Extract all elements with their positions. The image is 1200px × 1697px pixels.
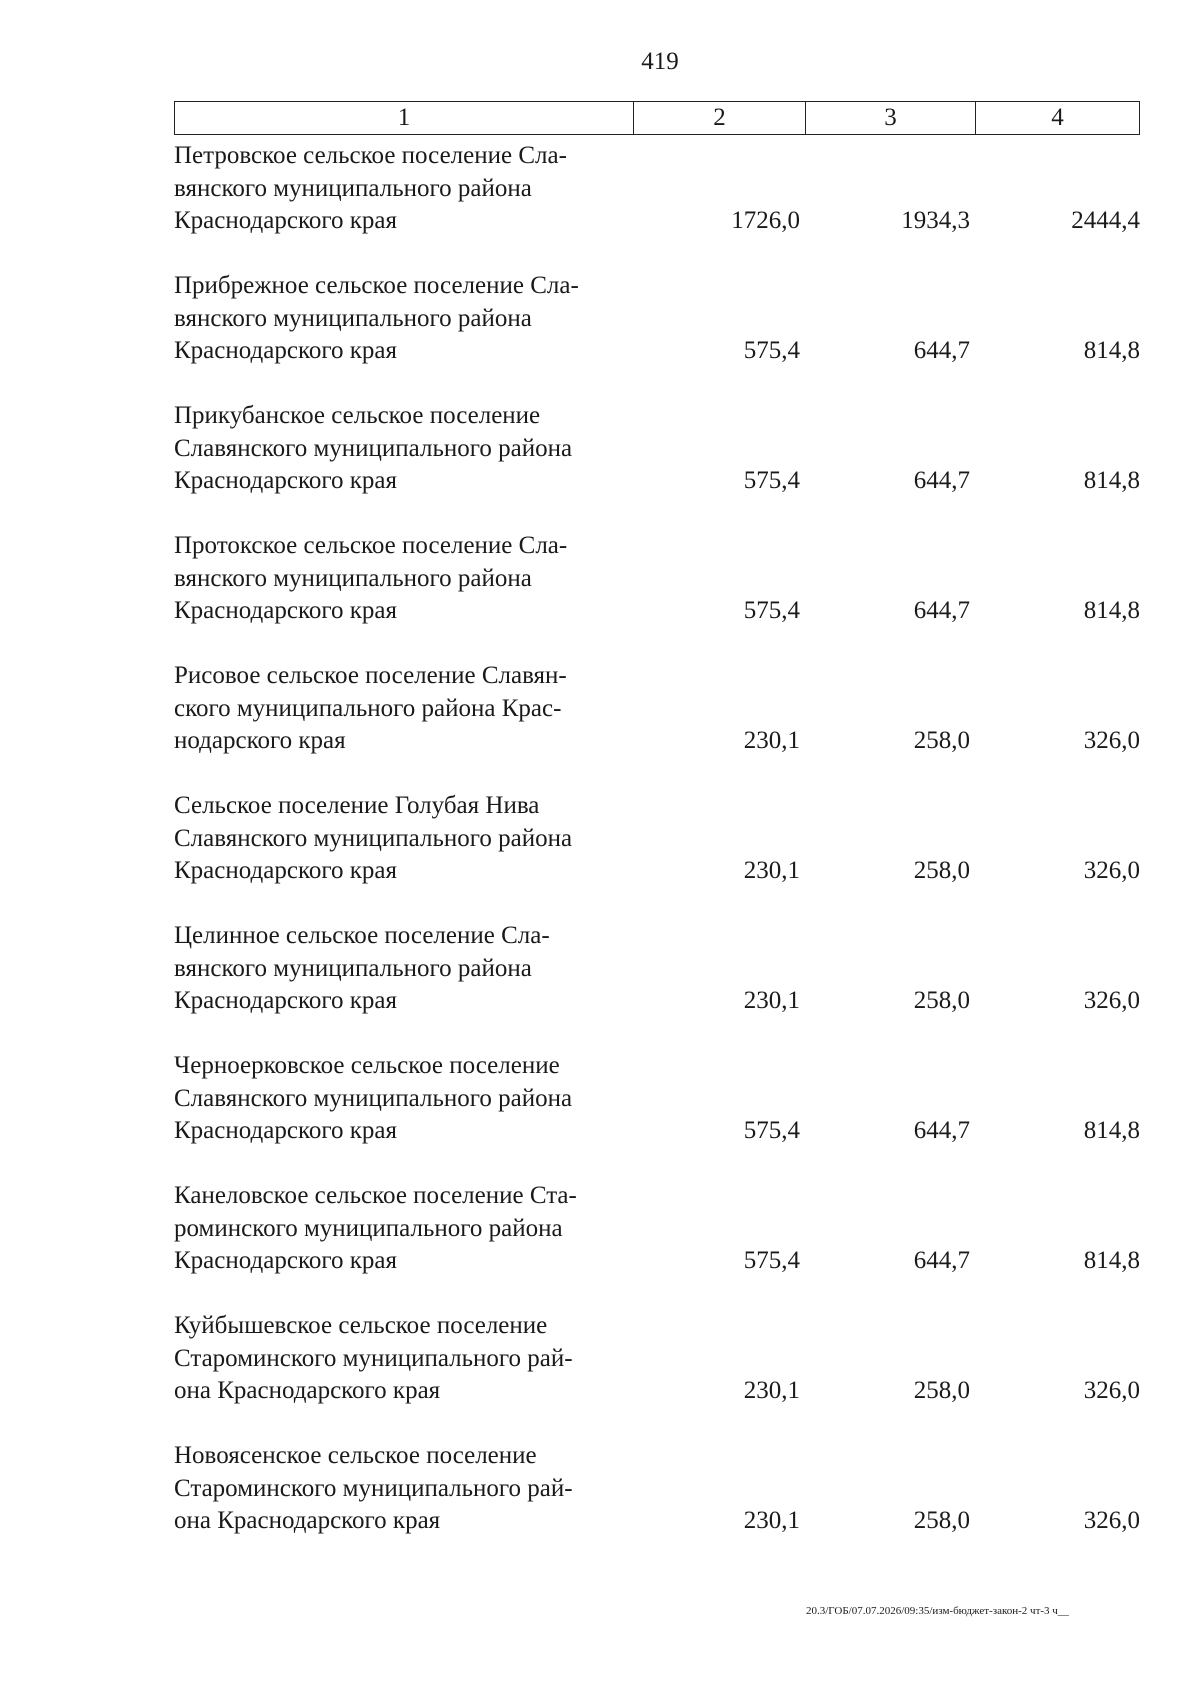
- table-row: [174, 140, 1140, 270]
- value-column-3: 258,0: [913, 727, 970, 754]
- header-cell-3: 3: [805, 102, 975, 134]
- settlement-name-line: Староминского муниципального рай-: [174, 1474, 573, 1502]
- value-column-4: 814,8: [1083, 1247, 1140, 1274]
- settlement-name-line: Новоясенское сельское поселение: [174, 1442, 537, 1469]
- value-column-2: 230,1: [743, 1377, 800, 1404]
- settlement-name: [174, 1050, 644, 1148]
- value-column-2: 575,4: [743, 597, 800, 624]
- table-row: [174, 920, 1140, 1050]
- table-row: [174, 270, 1140, 400]
- settlement-name-line: Краснодарского края: [174, 467, 397, 494]
- settlement-name: [174, 270, 644, 368]
- settlement-name: [174, 660, 644, 758]
- value-column-2: 575,4: [743, 337, 800, 364]
- value-column-4: 326,0: [1083, 987, 1140, 1014]
- settlement-name-line: Краснодарского края: [174, 857, 397, 884]
- value-column-3: 644,7: [913, 337, 970, 364]
- settlement-name-line: Прикубанское сельское поселение: [174, 402, 541, 429]
- settlement-name: [174, 1180, 644, 1278]
- table-row: [174, 1440, 1140, 1570]
- value-column-3: 1934,3: [901, 207, 970, 234]
- value-column-2: 230,1: [743, 1507, 800, 1534]
- settlement-name-line: нодарского края: [174, 727, 346, 754]
- settlement-name-line: вянского муниципального района: [174, 954, 532, 982]
- settlement-name-line: Краснодарского края: [174, 1117, 397, 1144]
- settlement-name: [174, 1310, 644, 1408]
- header-cell-4: 4: [975, 102, 1139, 134]
- value-column-4: 326,0: [1083, 1377, 1140, 1404]
- settlement-name-line: Славянского муниципального района: [174, 824, 573, 852]
- value-column-4: 814,8: [1083, 597, 1140, 624]
- value-column-4: 326,0: [1083, 727, 1140, 754]
- settlement-name-line: вянского муниципального района: [174, 564, 532, 592]
- settlement-name-line: Рисовое сельское поселение Славян-: [174, 662, 567, 689]
- settlement-name: [174, 790, 644, 888]
- settlement-name-line: Краснодарского края: [174, 1247, 397, 1274]
- settlement-name: [174, 530, 644, 628]
- value-column-4: 2444,4: [1071, 207, 1140, 234]
- value-column-2: 575,4: [743, 1247, 800, 1274]
- page-number: 419: [641, 48, 679, 75]
- value-column-3: 644,7: [913, 597, 970, 624]
- settlement-name-line: Староминского муниципального рай-: [174, 1344, 573, 1372]
- settlement-name-line: она Краснодарского края: [174, 1377, 441, 1404]
- settlement-name-line: Прибрежное сельское поселение Сла-: [174, 272, 579, 299]
- table-row: [174, 660, 1140, 790]
- settlement-name-line: Целинное сельское поселение Сла-: [174, 922, 550, 949]
- value-column-2: 230,1: [743, 987, 800, 1014]
- document-footer: 20.3/ГОБ/07.07.2026/09:35/изм-бюджет-закон-2 чт-3 ч__: [806, 1605, 1069, 1617]
- table-row: [174, 790, 1140, 920]
- settlement-name-line: Сельское поселение Голубая Нива: [174, 792, 540, 819]
- table-row: [174, 1050, 1140, 1180]
- settlement-name-line: Канеловское сельское поселение Ста-: [174, 1182, 577, 1209]
- settlement-name-line: Краснодарского края: [174, 207, 397, 234]
- settlement-name-line: Краснодарского края: [174, 987, 397, 1014]
- table-row: [174, 530, 1140, 660]
- settlement-name-line: вянского муниципального района: [174, 174, 532, 202]
- settlement-name-line: ского муниципального района Крас-: [174, 694, 562, 722]
- value-column-3: 644,7: [913, 1117, 970, 1144]
- settlement-name-line: Славянского муниципального района: [174, 1084, 573, 1112]
- header-cell-1: 1: [397, 104, 411, 131]
- table-body: [174, 140, 1140, 1570]
- value-column-3: 644,7: [913, 467, 970, 494]
- settlement-name: [174, 140, 644, 238]
- table-row: [174, 400, 1140, 530]
- value-column-3: 644,7: [913, 1247, 970, 1274]
- value-column-3: 258,0: [913, 1507, 970, 1534]
- value-column-2: 575,4: [743, 467, 800, 494]
- settlement-name: [174, 1440, 644, 1538]
- value-column-3: 258,0: [913, 1377, 970, 1404]
- value-column-4: 814,8: [1083, 467, 1140, 494]
- settlement-name-line: Петровское сельское поселение Сла-: [174, 142, 567, 169]
- settlement-name-line: Краснодарского края: [174, 597, 397, 624]
- table-row: [174, 1310, 1140, 1440]
- header-cell-2: 2: [633, 102, 805, 134]
- value-column-3: 258,0: [913, 987, 970, 1014]
- settlement-name-line: Краснодарского края: [174, 337, 397, 364]
- value-column-4: 814,8: [1083, 1117, 1140, 1144]
- value-column-2: 1726,0: [731, 207, 800, 234]
- settlement-name-line: вянского муниципального района: [174, 304, 532, 332]
- table-row: [174, 1180, 1140, 1310]
- settlement-name-line: Черноерковское сельское поселение: [174, 1052, 560, 1079]
- settlement-name: [174, 400, 644, 498]
- settlement-name-line: роминского муниципального района: [174, 1214, 563, 1242]
- value-column-2: 230,1: [743, 857, 800, 884]
- settlement-name-line: она Краснодарского края: [174, 1507, 441, 1534]
- value-column-2: 230,1: [743, 727, 800, 754]
- value-column-3: 258,0: [913, 857, 970, 884]
- value-column-4: 814,8: [1083, 337, 1140, 364]
- value-column-2: 575,4: [743, 1117, 800, 1144]
- settlement-name: [174, 920, 644, 1018]
- value-column-4: 326,0: [1083, 1507, 1140, 1534]
- settlement-name-line: Куйбышевское сельское поселение: [174, 1312, 548, 1339]
- settlement-name-line: Славянского муниципального района: [174, 434, 573, 462]
- table-header: [174, 101, 1140, 135]
- settlement-name-line: Протокское сельское поселение Сла-: [174, 532, 568, 559]
- value-column-4: 326,0: [1083, 857, 1140, 884]
